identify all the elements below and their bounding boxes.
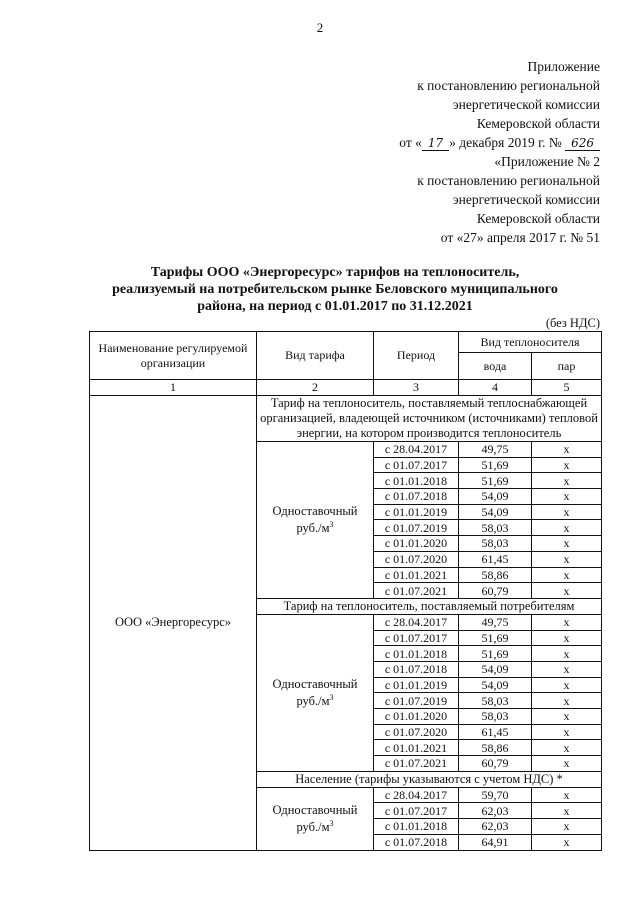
period-cell: с 01.01.2021 bbox=[374, 740, 459, 756]
appendix-header-line: энергетической комиссии bbox=[452, 97, 600, 112]
unit-text: руб./м bbox=[296, 694, 330, 709]
steam-tariff-cell: x bbox=[532, 567, 602, 583]
tariff-type-cell bbox=[257, 442, 374, 599]
steam-tariff-cell: x bbox=[532, 834, 602, 850]
steam-tariff-cell: x bbox=[532, 819, 602, 835]
water-tariff-cell: 51,69 bbox=[459, 473, 532, 489]
period-cell: с 28.04.2017 bbox=[374, 614, 459, 630]
period-cell: с 01.01.2019 bbox=[374, 504, 459, 520]
period-cell: с 01.07.2020 bbox=[374, 724, 459, 740]
period-cell: с 01.01.2020 bbox=[374, 536, 459, 552]
header-steam: пар bbox=[532, 353, 602, 380]
water-tariff-cell: 61,45 bbox=[459, 724, 532, 740]
steam-tariff-cell: x bbox=[532, 504, 602, 520]
period-cell: с 01.01.2018 bbox=[374, 646, 459, 662]
period-cell: с 01.07.2019 bbox=[374, 693, 459, 709]
appendix-header-date-line bbox=[368, 133, 600, 153]
water-tariff-cell: 62,03 bbox=[459, 803, 532, 819]
tariff-type-label: Одноставочный bbox=[272, 677, 358, 692]
steam-tariff-cell: x bbox=[532, 693, 602, 709]
handwritten-number: 626 bbox=[565, 136, 600, 151]
water-tariff-cell: 60,79 bbox=[459, 756, 532, 772]
appendix-header bbox=[368, 57, 600, 153]
water-tariff-cell: 58,03 bbox=[459, 693, 532, 709]
steam-tariff-cell: x bbox=[532, 661, 602, 677]
steam-tariff-cell: x bbox=[532, 724, 602, 740]
column-number: 5 bbox=[532, 380, 602, 396]
period-cell: с 01.07.2020 bbox=[374, 551, 459, 567]
water-tariff-cell: 58,03 bbox=[459, 709, 532, 725]
tariff-type-label: Одноставочный bbox=[272, 803, 358, 818]
section-title: Тариф на теплоноситель, поставляемый теплоснабжающей организацией, владеющей источником (источниками) тепловой энергии, на котором производится теплоноситель bbox=[257, 396, 602, 442]
steam-tariff-cell: x bbox=[532, 551, 602, 567]
water-tariff-cell: 62,03 bbox=[459, 819, 532, 835]
water-tariff-cell: 54,09 bbox=[459, 677, 532, 693]
period-cell: с 01.01.2018 bbox=[374, 473, 459, 489]
date-middle: » декабря 2019 г. № bbox=[449, 135, 562, 150]
steam-tariff-cell: x bbox=[532, 646, 602, 662]
period-cell: с 01.07.2018 bbox=[374, 661, 459, 677]
appendix-original-line: Кемеровской области bbox=[476, 211, 600, 226]
water-tariff-cell: 51,69 bbox=[459, 630, 532, 646]
title-line: реализуемый на потребительском рынке Беловского муниципального bbox=[112, 282, 558, 297]
steam-tariff-cell: x bbox=[532, 489, 602, 505]
section-title: Население (тарифы указываются с учетом НДС) * bbox=[257, 771, 602, 787]
tariff-type-label: Одноставочный bbox=[272, 504, 358, 519]
period-cell: с 01.07.2017 bbox=[374, 803, 459, 819]
period-cell: с 28.04.2017 bbox=[374, 787, 459, 803]
header-period: Период bbox=[374, 332, 459, 380]
steam-tariff-cell: x bbox=[532, 536, 602, 552]
steam-tariff-cell: x bbox=[532, 583, 602, 599]
steam-tariff-cell: x bbox=[532, 630, 602, 646]
header-tariff-type: Вид тарифа bbox=[257, 332, 374, 380]
water-tariff-cell: 54,09 bbox=[459, 661, 532, 677]
period-cell: с 01.07.2019 bbox=[374, 520, 459, 536]
period-cell: с 01.01.2020 bbox=[374, 709, 459, 725]
steam-tariff-cell: x bbox=[532, 520, 602, 536]
appendix-original bbox=[368, 152, 600, 247]
steam-tariff-cell: x bbox=[532, 740, 602, 756]
steam-tariff-cell: x bbox=[532, 803, 602, 819]
title-line: Тарифы ООО «Энергоресурс» тарифов на теплоноситель, bbox=[150, 265, 520, 280]
steam-tariff-cell: x bbox=[532, 787, 602, 803]
column-number: 2 bbox=[257, 380, 374, 396]
unit-text: руб./м bbox=[296, 820, 330, 835]
appendix-original-line: «Приложение № 2 bbox=[494, 154, 600, 169]
date-prefix: от « bbox=[399, 135, 422, 150]
organization-name: ООО «Энергоресурс» bbox=[90, 396, 257, 851]
document-title bbox=[90, 264, 580, 315]
unit-exponent: 3 bbox=[329, 693, 334, 703]
column-number: 1 bbox=[90, 380, 257, 396]
tariff-table bbox=[89, 331, 602, 851]
period-cell: с 01.01.2021 bbox=[374, 567, 459, 583]
water-tariff-cell: 61,45 bbox=[459, 551, 532, 567]
steam-tariff-cell: x bbox=[532, 709, 602, 725]
period-cell: с 01.07.2017 bbox=[374, 457, 459, 473]
appendix-original-line: энергетической комиссии bbox=[452, 192, 600, 207]
appendix-original-line: к постановлению региональной bbox=[417, 173, 600, 188]
tariff-unit bbox=[260, 691, 370, 708]
header-water: вода bbox=[459, 353, 532, 380]
tariff-type-cell bbox=[257, 787, 374, 850]
water-tariff-cell: 51,69 bbox=[459, 646, 532, 662]
section-title: Тариф на теплоноситель, поставляемый потребителям bbox=[257, 598, 602, 614]
water-tariff-cell: 58,86 bbox=[459, 567, 532, 583]
period-cell: с 01.07.2017 bbox=[374, 630, 459, 646]
period-cell: с 01.07.2021 bbox=[374, 756, 459, 772]
page-number: 2 bbox=[316, 20, 324, 35]
tariff-unit bbox=[260, 817, 370, 834]
appendix-original-line: от «27» апреля 2017 г. № 51 bbox=[440, 230, 600, 245]
steam-tariff-cell: x bbox=[532, 457, 602, 473]
steam-tariff-cell: x bbox=[532, 442, 602, 458]
handwritten-day: 17 bbox=[422, 136, 449, 151]
column-number: 4 bbox=[459, 380, 532, 396]
water-tariff-cell: 49,75 bbox=[459, 442, 532, 458]
water-tariff-cell: 49,75 bbox=[459, 614, 532, 630]
water-tariff-cell: 59,70 bbox=[459, 787, 532, 803]
water-tariff-cell: 64,91 bbox=[459, 834, 532, 850]
water-tariff-cell: 58,86 bbox=[459, 740, 532, 756]
period-cell: с 28.04.2017 bbox=[374, 442, 459, 458]
appendix-header-line: Приложение bbox=[527, 59, 600, 74]
water-tariff-cell: 54,09 bbox=[459, 489, 532, 505]
period-cell: с 01.01.2019 bbox=[374, 677, 459, 693]
water-tariff-cell: 54,09 bbox=[459, 504, 532, 520]
period-cell: с 01.07.2018 bbox=[374, 489, 459, 505]
vat-note: (без НДС) bbox=[545, 316, 600, 330]
title-line: района, на период с 01.01.2017 по 31.12.2021 bbox=[197, 299, 473, 314]
tariff-table-body bbox=[90, 396, 602, 851]
steam-tariff-cell: x bbox=[532, 473, 602, 489]
tariff-unit bbox=[260, 518, 370, 535]
water-tariff-cell: 51,69 bbox=[459, 457, 532, 473]
column-number: 3 bbox=[374, 380, 459, 396]
steam-tariff-cell: x bbox=[532, 756, 602, 772]
period-cell: с 01.01.2018 bbox=[374, 819, 459, 835]
appendix-header-line: к постановлению региональной bbox=[417, 78, 600, 93]
tariff-type-cell bbox=[257, 614, 374, 771]
period-cell: с 01.07.2018 bbox=[374, 834, 459, 850]
header-carrier-type: Вид теплоносителя bbox=[459, 332, 602, 353]
unit-text: руб./м bbox=[296, 521, 330, 536]
period-cell: с 01.07.2021 bbox=[374, 583, 459, 599]
water-tariff-cell: 58,03 bbox=[459, 520, 532, 536]
water-tariff-cell: 58,03 bbox=[459, 536, 532, 552]
unit-exponent: 3 bbox=[329, 520, 334, 530]
appendix-header-line: Кемеровской области bbox=[476, 116, 600, 131]
steam-tariff-cell: x bbox=[532, 677, 602, 693]
header-org: Наименование регулируемой организации bbox=[90, 332, 257, 380]
water-tariff-cell: 60,79 bbox=[459, 583, 532, 599]
unit-exponent: 3 bbox=[329, 819, 334, 829]
steam-tariff-cell: x bbox=[532, 614, 602, 630]
